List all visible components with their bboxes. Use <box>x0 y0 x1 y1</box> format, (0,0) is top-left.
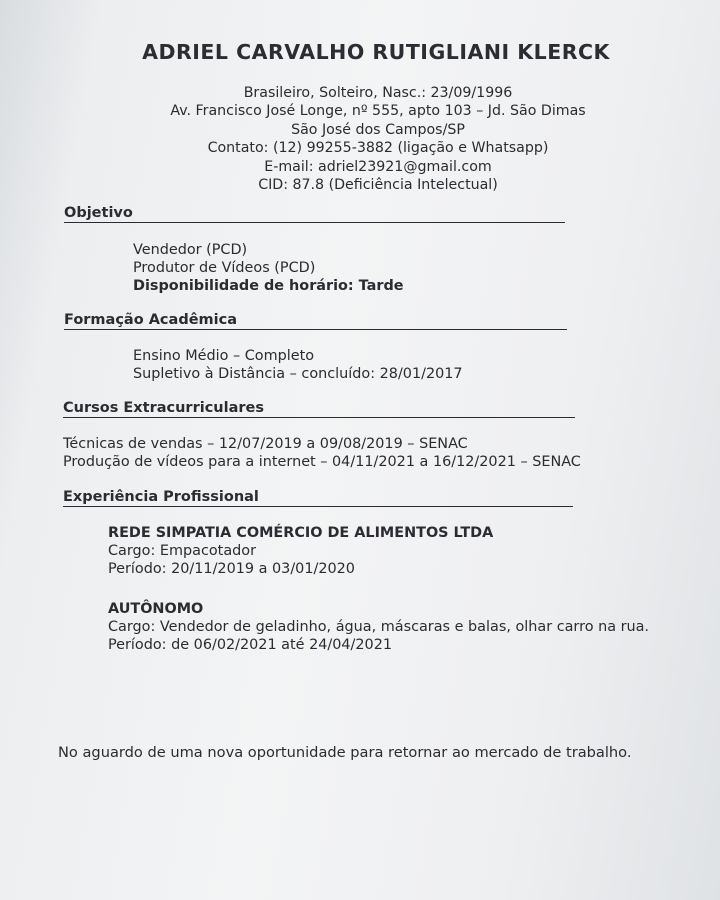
curso-item: Produção de vídeos para a internet – 04/11/2021 a 16/12/2021 – SENAC <box>63 454 581 470</box>
contact-email: E-mail: adriel23921@gmail.com <box>264 158 492 175</box>
candidate-name: ADRIEL CARVALHO RUTIGLIANI KLERCK <box>142 40 610 64</box>
job-cargo: Cargo: Vendedor de geladinho, água, máscaras e balas, olhar carro na rua. <box>108 619 650 635</box>
cursos-list <box>63 435 581 471</box>
job-cargo: Cargo: Empacotador <box>108 543 256 559</box>
job-company: AUTÔNOMO <box>108 601 204 617</box>
section-title-objetivo: Objetivo <box>64 205 565 223</box>
section-title-experiencia: Experiência Profissional <box>63 489 573 507</box>
job-company: REDE SIMPATIA COMÉRCIO DE ALIMENTOS LTDA <box>108 525 494 541</box>
objetivo-item: Produtor de Vídeos (PCD) <box>133 260 316 276</box>
job-periodo: Período: de 06/02/2021 até 24/04/2021 <box>108 637 393 653</box>
address-line: Av. Francisco José Longe, nº 555, apto 103 – Jd. São Dimas <box>170 103 586 120</box>
city-line: São José dos Campos/SP <box>291 121 465 138</box>
contact-phone: Contato: (12) 99255-3882 (ligação e Whatsapp) <box>207 140 549 157</box>
formacao-item: Supletivo à Distância – concluído: 28/01/2017 <box>133 366 463 382</box>
formacao-list <box>133 347 463 383</box>
objetivo-item: Vendedor (PCD) <box>133 242 248 258</box>
section-title-cursos: Cursos Extracurriculares <box>63 400 575 418</box>
personal-details: Brasileiro, Solteiro, Nasc.: 23/09/1996 <box>243 85 513 101</box>
section-title-formacao: Formação Acadêmica <box>64 312 567 330</box>
cid-line: CID: 87.8 (Deficiência Intelectual) <box>258 177 498 194</box>
job-periodo: Período: 20/11/2019 a 03/01/2020 <box>108 561 355 577</box>
job-entry <box>108 524 493 578</box>
formacao-item: Ensino Médio – Completo <box>133 348 315 364</box>
curso-item: Técnicas de vendas – 12/07/2019 a 09/08/2019 – SENAC <box>63 436 468 452</box>
availability-line: Disponibilidade de horário: Tarde <box>133 278 404 294</box>
job-entry <box>108 600 649 654</box>
personal-info <box>0 84 720 194</box>
objetivo-list <box>133 241 404 295</box>
closing-statement: No aguardo de uma nova oportunidade para retornar ao mercado de trabalho. <box>58 744 632 761</box>
